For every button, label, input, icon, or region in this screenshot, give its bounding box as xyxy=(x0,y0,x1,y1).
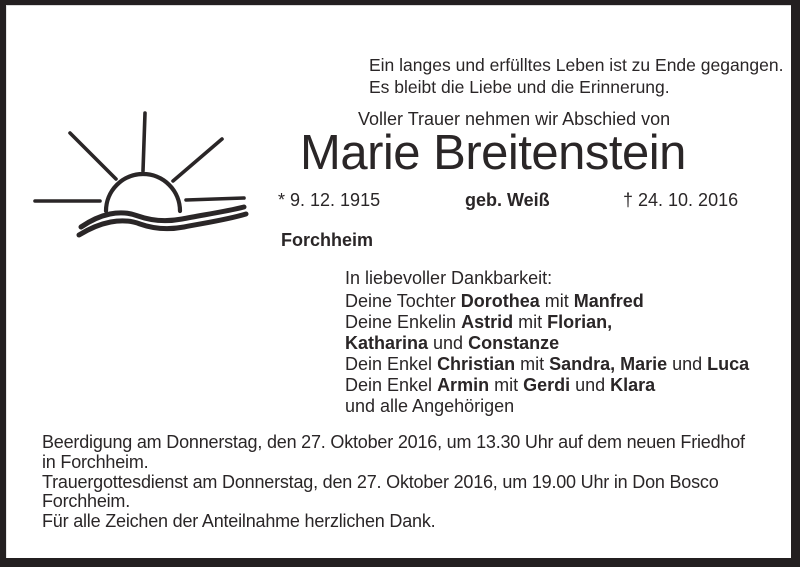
sun-ray-top xyxy=(143,113,145,171)
sun-ray-upper-right xyxy=(173,139,222,181)
gratitude-heading: In liebevoller Dankbarkeit: xyxy=(345,268,553,288)
text-line: Ein langes und erfülltes Leben ist zu Ende gegangen. xyxy=(369,55,784,75)
text-line: Forchheim. xyxy=(42,491,131,512)
text-line: Trauergottesdienst am Donnerstag, den 27. Oktober 2016, um 19.00 Uhr in Don Bosco xyxy=(42,471,719,492)
place-name: Forchheim xyxy=(281,230,374,250)
family-list xyxy=(345,291,749,417)
text-line: in Forchheim. xyxy=(42,451,149,472)
deceased-name: Marie Breitenstein xyxy=(300,126,686,180)
obituary-notice-card xyxy=(6,5,791,558)
funeral-details xyxy=(42,433,745,532)
horizon-line-right xyxy=(186,198,244,200)
text-line: Deine Enkelin Astrid mit Florian, xyxy=(345,312,613,332)
birth-date: * 9. 12. 1915 xyxy=(278,190,381,210)
text-line: und alle Angehörigen xyxy=(345,396,515,416)
text-line: Dein Enkel Armin mit Gerdi und Klara xyxy=(345,375,656,395)
text-line: Katharina und Constanze xyxy=(345,333,560,353)
epigraph-verse xyxy=(369,54,783,98)
text-line: Für alle Zeichen der Anteilnahme herzlichen Dank. xyxy=(42,511,436,532)
maiden-name: geb. Weiß xyxy=(465,190,550,210)
intro-line: Voller Trauer nehmen wir Abschied von xyxy=(358,109,671,129)
text-line: Beerdigung am Donnerstag, den 27. Oktober 2016, um 13.30 Uhr auf dem neuen Friedhof xyxy=(42,432,745,452)
text-line: Dein Enkel Christian mit Sandra, Marie und Luca xyxy=(345,354,750,374)
death-date: † 24. 10. 2016 xyxy=(623,190,739,210)
text-line: Deine Tochter Dorothea mit Manfred xyxy=(345,291,644,311)
text-line: Es bleibt die Liebe und die Erinnerung. xyxy=(369,77,670,97)
sun-ray-upper-left xyxy=(70,133,116,179)
sunset-over-water-icon xyxy=(32,109,252,239)
